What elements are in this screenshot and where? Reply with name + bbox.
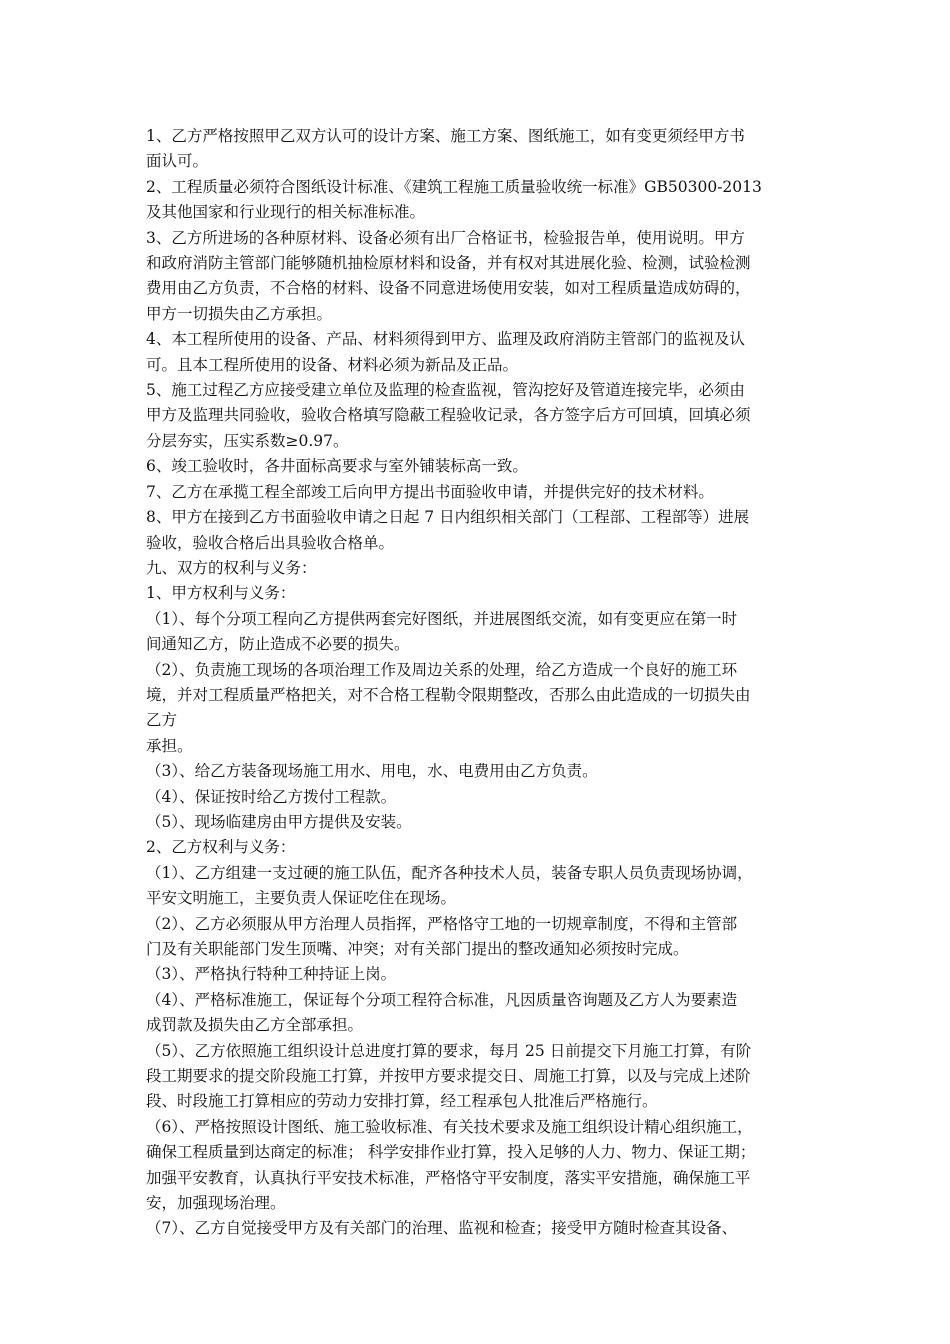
text-line: 可。且本工程所使用的设备、材料必须为新品及正品。 [146,355,519,374]
text-line: 门及有关职能部门发生顶嘴、冲突；对有关部门提出的整改通知必须按时完成。 [146,940,689,958]
text-line: （2）、负责施工现场的各项治理工作及周边关系的处理，给乙方造成一个良好的施工环 [146,660,738,679]
text-line: 2、工程质量必须符合图纸设计标准、《建筑工程施工质量验收统一标准》GB50300-2013 [146,177,762,196]
text-line: 甲方及监理共同验收，验收合格填写隐蔽工程验收记录，各方签字后方可回填，回填必须 [146,406,751,425]
text-line: 2、乙方权利与义务： [146,838,296,857]
text-line: 段、时段施工打算相应的劳动力安排打算，经工程承包人批准后严格施行。 [146,1092,658,1111]
text-line: 甲方一切损失由乙方承担。 [146,304,333,323]
text-line: （3）、给乙方装备现场施工用水、用电，水、电费用由乙方负责。 [146,762,598,781]
text-line: 3、乙方所进场的各种原材料、设备必须有出厂合格证书，检验报告单，使用说明。甲方 [146,228,745,247]
text-line: 间通知乙方，防止造成不必要的损失。 [146,635,410,654]
text-line: 7、乙方在承揽工程全部竣工后向甲方提出书面验收申请，并提供完好的技术材料。 [146,482,714,501]
text-line: 8、甲方在接到乙方书面验收申请之日起 7 日内组织相关部门（工程部、工程部等）进展 [146,508,750,527]
text-line: 和政府消防主管部门能够随机抽检原材料和设备，并有权对其进展化验、检测，试验检测 [146,254,751,273]
text-line: （6）、严格按照设计图纸、施工验收标准、有关技术要求及施工组织设计精心组织施工， [146,1117,753,1136]
text-line: （2）、乙方必须服从甲方治理人员指挥，严格恪守工地的一切规章制度，不得和主管部 [146,914,738,933]
text-line: 验收，验收合格后出具验收合格单。 [146,533,395,552]
text-line: 九、双方的权利与义务： [146,558,317,577]
text-line: （7）、乙方自觉接受甲方及有关部门的治理、监视和检查；接受甲方随时检查其设备、 [146,1219,738,1238]
text-line: （1）、乙方组建一支过硬的施工队伍，配齐各种技术人员，装备专职人员负责现场协调， [146,863,753,882]
text-line: 境，并对工程质量严格把关，对不合格工程勒令限期整改，否那么由此造成的一切损失由 [146,685,751,704]
text-line: 6、竣工验收时，各井面标高要求与室外铺装标高一致。 [146,457,528,476]
text-line: 1、乙方严格按照甲乙双方认可的设计方案、施工方案、图纸施工，如有变更须经甲方书 [146,127,745,145]
text-line: （3）、严格执行特种工种持证上岗。 [146,965,397,984]
text-line: 确保工程质量到达商定的标准； 科学安排作业打算，投入足够的人力、物力、保证工期； [146,1143,756,1162]
text-line: 1、甲方权利与义务： [146,584,296,603]
text-line: （5）、现场临建房由甲方提供及安装。 [146,812,412,831]
text-line: （4）、严格标准施工，保证每个分项工程符合标准，凡因质量咨询题及乙方人为要素造 [146,990,738,1009]
text-line: 4、本工程所使用的设备、产品、材料须得到甲方、监理及政府消防主管部门的监视及认 [146,330,745,349]
text-line: 段工期要求的提交阶段施工打算，并按甲方要求提交日、周施工打算，以及与完成上述阶 [146,1067,751,1086]
text-line: 5、施工过程乙方应接受建立单位及监理的检查监视，管沟挖好及管道连接完毕，必须由 [146,381,745,400]
text-line: （1）、每个分项工程向乙方提供两套完好图纸，并进展图纸交流，如有变更应在第一时 [146,609,738,628]
text-line: 承担。 [146,736,193,755]
text-line: 分层夯实，压实系数≥0.97。 [146,431,349,450]
text-line: 成罚款及损失由乙方全部承担。 [146,1016,364,1035]
contract-text [146,124,816,1242]
text-line: 乙方 [146,711,178,730]
text-line: 费用由乙方负责，不合格的材料、设备不同意进场使用安装，如对工程质量造成妨碍的， [146,279,751,298]
text-line: 加强平安教育，认真执行平安技术标准，严格恪守平安制度，落实平安措施，确保施工平 [146,1168,751,1187]
text-line: 面认可。 [146,152,209,171]
text-line: （4）、保证按时给乙方拨付工程款。 [146,787,397,806]
text-line: 安，加强现场治理。 [146,1194,286,1213]
text-line: 平安文明施工，主要负责人保证吃住在现场。 [146,889,457,908]
text-line: （5）、乙方依照施工组织设计总进度打算的要求，每月 25 日前提交下月施工打算，有阶 [146,1041,752,1060]
text-line: 及其他国家和行业现行的相关标准标准。 [146,203,426,222]
